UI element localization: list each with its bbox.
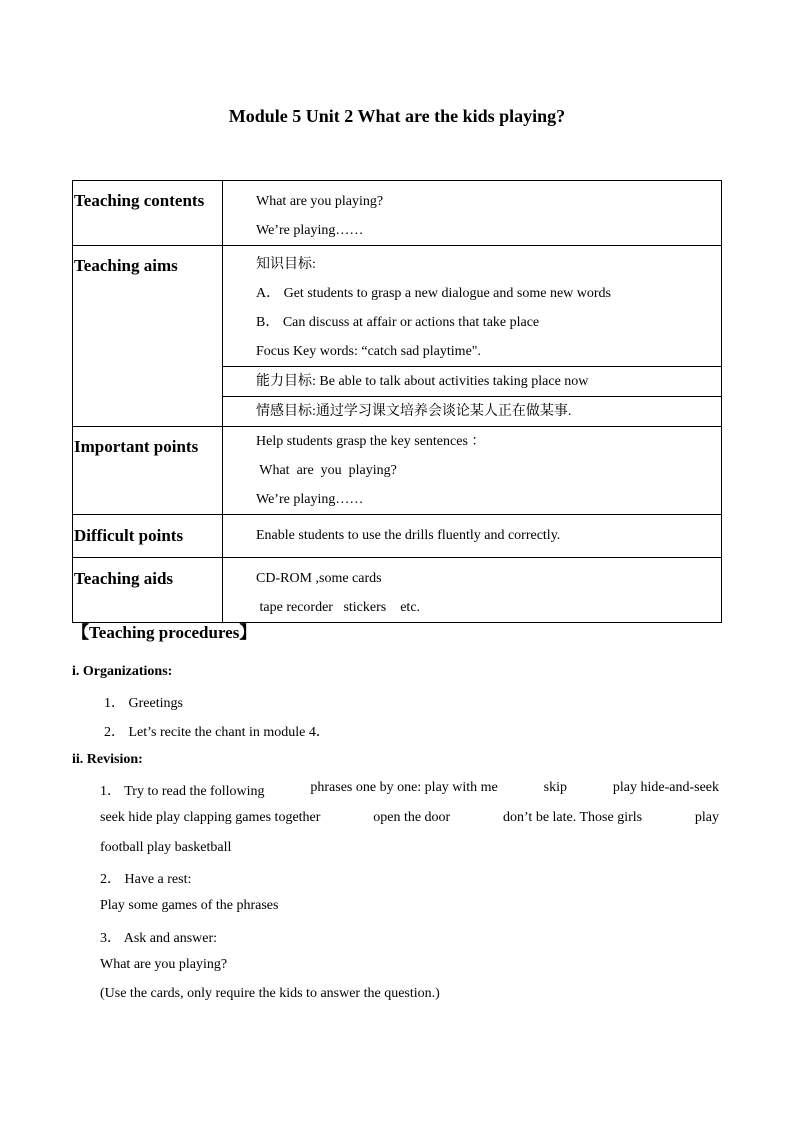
revision-item-3: 3． Ask and answer: xyxy=(100,931,218,946)
revision-item-1-line-1: 1． Try to read the following phrases one by one: play with me skip play hide-and-seek xyxy=(100,780,719,799)
table-row xyxy=(73,558,722,623)
revision-item-3-note: (Use the cards, only require the kids to answer the question.) xyxy=(100,986,440,1001)
table-row xyxy=(73,246,722,367)
organizations-heading: i. Organizations: xyxy=(72,664,173,679)
organizations-item: 1． Greetings xyxy=(104,696,183,711)
difficult-points-cell xyxy=(223,515,722,558)
row-label-difficult-points: Difficult points xyxy=(73,515,223,558)
aims-line: 情感目标:通过学习课文培养会谈论某人正在做某事. xyxy=(256,404,572,419)
emotion-aims-cell xyxy=(223,397,722,427)
revision-item-1-line-2: seek hide play clapping games together open the door don’t be late. Those girls play xyxy=(100,810,719,825)
procedures-heading: 【Teaching procedures】 xyxy=(72,623,257,642)
revision-item-2-sub: Play some games of the phrases xyxy=(100,898,279,913)
aims-line: A． Get students to grasp a new dialogue and some new words xyxy=(256,286,611,301)
aids-line: CD-ROM ,some cards xyxy=(256,571,382,586)
row-label-teaching-contents: Teaching contents xyxy=(73,181,223,246)
revision-item-1-line-3: football play basketball xyxy=(100,840,232,855)
table-row xyxy=(73,427,722,515)
ability-aims-cell xyxy=(223,367,722,397)
points-line: Help students grasp the key sentences ： xyxy=(256,434,486,449)
table-row xyxy=(73,515,722,558)
aims-line: Focus Key words: “catch sad playtime". xyxy=(256,344,481,359)
row-label-teaching-aims: Teaching aims xyxy=(73,246,223,427)
page-title: Module 5 Unit 2 What are the kids playing? xyxy=(228,106,566,126)
content-line: We’re playing…… xyxy=(256,223,364,238)
aids-line: tape recorder stickers etc. xyxy=(256,600,421,615)
points-line: We’re playing…… xyxy=(256,492,364,507)
row-label-important-points: Important points xyxy=(73,427,223,515)
aims-line: 能力目标: Be able to talk about activities taking place now xyxy=(256,374,589,389)
aims-line: 知识目标: xyxy=(256,257,316,272)
revision-item-3-question: What are you playing? xyxy=(100,957,228,972)
teaching-aids-cell xyxy=(223,558,722,623)
teaching-contents-cell xyxy=(223,181,722,246)
revision-heading: ii. Revision: xyxy=(72,752,143,767)
organizations-item: 2． Let’s recite the chant in module 4． xyxy=(104,725,330,740)
knowledge-aims-cell xyxy=(223,246,722,367)
revision-item-2: 2． Have a rest: xyxy=(100,872,192,887)
row-label-teaching-aids: Teaching aids xyxy=(73,558,223,623)
points-line: What are you playing? xyxy=(256,463,397,478)
important-points-cell xyxy=(223,427,722,515)
points-line: Enable students to use the drills fluently and correctly. xyxy=(256,528,561,543)
aims-line: B． Can discuss at affair or actions that take place xyxy=(256,315,540,330)
lesson-plan-table xyxy=(72,180,722,623)
content-line: What are you playing? xyxy=(256,194,384,209)
table-row xyxy=(73,181,722,246)
